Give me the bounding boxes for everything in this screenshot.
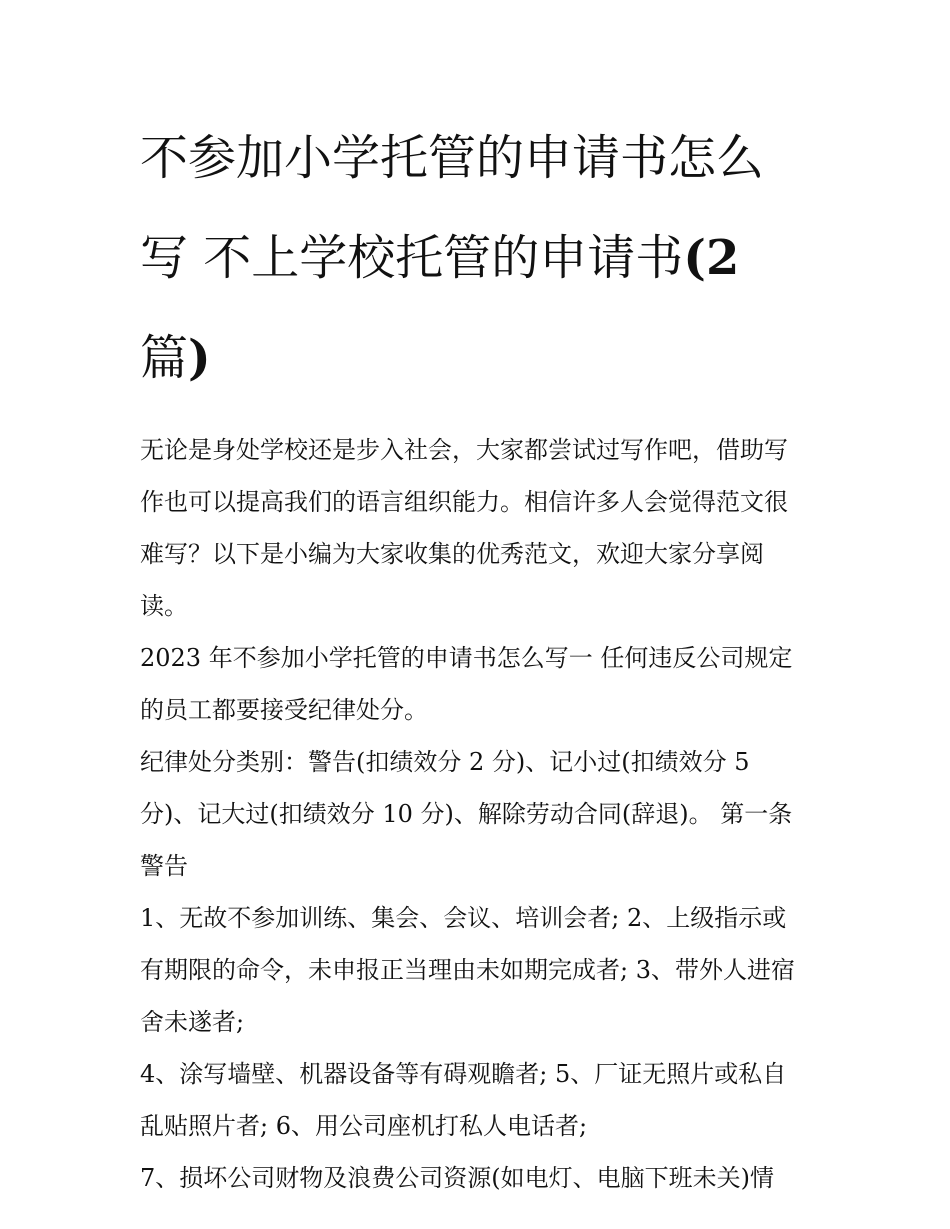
text-line: 舍未遂者;: [140, 1008, 245, 1036]
title-line: 写 不上学校托管的申请书(2: [140, 230, 740, 286]
discipline-categories-paragraph: [140, 736, 816, 892]
document-page: [140, 108, 816, 1204]
text-line: 纪律处分类别：警告(扣绩效分 2 分)、记小过(扣绩效分 5: [140, 748, 750, 776]
document-body: [140, 424, 816, 1204]
text-line: 7、损坏公司财物及浪费公司资源(如电灯、电脑下班未关)情: [140, 1164, 774, 1192]
title-line: 不参加小学托管的申请书怎么: [140, 130, 765, 186]
text-line: 的员工都要接受纪律处分。: [140, 696, 428, 724]
text-line: 有期限的命令，未申报正当理由未如期完成者; 3、带外人进宿: [140, 956, 795, 984]
text-line: 乱贴照片者; 6、用公司座机打私人电话者;: [140, 1112, 588, 1140]
text-line: 作也可以提高我们的语言组织能力。相信许多人会觉得范文很: [140, 488, 788, 516]
intro-paragraph: [140, 424, 816, 632]
text-line: 分)、记大过(扣绩效分 10 分)、解除劳动合同(辞退)。 第一条: [140, 800, 793, 828]
title-line: 篇): [140, 330, 211, 386]
text-line: 2023 年不参加小学托管的申请书怎么写一 任何违反公司规定: [140, 644, 793, 672]
document-title: [140, 108, 816, 408]
rules-paragraph: [140, 892, 816, 1048]
text-line: 无论是身处学校还是步入社会，大家都尝试过写作吧，借助写: [140, 436, 788, 464]
text-line: 警告: [140, 852, 188, 880]
text-line: 4、涂写墙壁、机器设备等有碍观瞻者; 5、厂证无照片或私自: [140, 1060, 787, 1088]
section-heading-paragraph: [140, 632, 816, 736]
text-line: 1、无故不参加训练、集会、会议、培训会者; 2、上级指示或: [140, 904, 787, 932]
text-line: 读。: [140, 592, 188, 620]
rules-paragraph: [140, 1152, 816, 1204]
text-line: 难写？以下是小编为大家收集的优秀范文，欢迎大家分享阅: [140, 540, 764, 568]
rules-paragraph: [140, 1048, 816, 1152]
